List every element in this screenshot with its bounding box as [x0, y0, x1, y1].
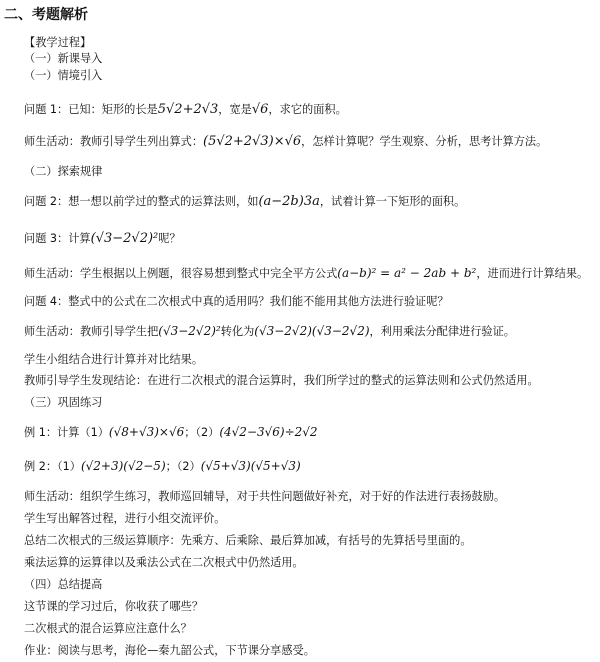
math-product-expression: (√3−2√2)(√3−2√2)	[254, 324, 370, 338]
teacher-student-activity-4: 师生活动：组织学生练习，教师巡回辅导，对于共性问题做好补充，对于好的作法进行表扬鼓励。	[24, 490, 506, 503]
example-1-mid: ；（2）	[184, 426, 220, 439]
homework-text: 作业：阅读与思考，海伦—秦九韶公式，下节课分享感受。	[24, 644, 315, 657]
part2-heading: （二）探索规律	[24, 165, 103, 178]
math-rect-width: √6	[251, 102, 269, 117]
question-1-text: 问题 1：已知：矩形的长是	[24, 103, 158, 116]
math-square-expression: (√3−2√2)²	[158, 324, 221, 338]
example-2-mid: ；（2）	[165, 460, 201, 473]
activity-1-text: 师生活动：教师引导学生列出算式：	[24, 135, 204, 148]
teacher-student-activity-2	[24, 265, 588, 282]
example-1	[24, 424, 318, 441]
activity-2-end: ，进而进行计算结果。	[476, 267, 589, 280]
question-4: 问题 4：整式中的公式在二次根式中真的适用吗？我们能不能用其他方法进行验证呢？	[24, 295, 449, 308]
write-solution-text: 学生写出解答过程，进行小组交流评价。	[24, 512, 226, 525]
activity-2-text: 师生活动：学生根据以上例题，很容易想到整式中完全平方公式	[24, 267, 338, 280]
question-3-text: 问题 3：计算	[24, 232, 91, 245]
math-square-expression: (√3−2√2)²	[90, 231, 159, 246]
math-square-formula: (a−b)² = a² − 2ab + b²	[337, 266, 477, 280]
math-example-2-part1: (√2+3)(√2−5)	[80, 459, 166, 473]
example-2-text: 例 2：（1）	[24, 460, 81, 473]
math-example-1-part1: (√8+√3)×√6	[108, 425, 185, 439]
question-2-end: ，试着计算一下矩形的面积。	[319, 195, 466, 208]
part3-heading: （三）巩固练习	[24, 396, 103, 409]
example-1-text: 例 1：计算（1）	[24, 426, 109, 439]
math-example-2-part2: (√5+√3)(√5+√3)	[200, 459, 301, 473]
multiplication-law-summary: 乘法运算的运算律以及乘法公式在二次根式中仍然适用。	[24, 556, 304, 569]
part4-heading: （四）总结提高	[24, 578, 103, 591]
section-title: 二、考题解析	[4, 7, 88, 23]
question-3	[24, 231, 181, 247]
operation-order-summary: 总结二次根式的三级运算顺序：先乘方、后乘除、最后算加减，有括号的先算括号里面的。	[24, 534, 472, 547]
process-header: 【教学过程】	[24, 36, 92, 49]
part1-1-heading: （一）情境引入	[24, 69, 103, 82]
question-3-end: 呢？	[158, 232, 181, 245]
activity-3-end: ，利用乘法分配律进行验证。	[369, 325, 515, 338]
question-2-text: 问题 2：想一想以前学过的整式的运算法则，如	[24, 195, 259, 208]
math-example-1-part2: (4√2−3√6)÷2√2	[219, 425, 318, 439]
activity-3-mid: 转化为	[220, 325, 255, 338]
math-rect-length: 5√2+2√3	[157, 102, 219, 117]
group-work-text: 学生小组结合进行计算并对比结果。	[24, 353, 204, 366]
question-1-mid: ，宽是	[218, 103, 252, 116]
question-2	[24, 194, 465, 210]
example-2	[24, 458, 301, 475]
question-1-end: ，求它的面积。	[268, 103, 347, 116]
part1-heading: （一）新课导入	[24, 52, 103, 65]
math-area-expression: (5√2+2√3)×√6	[203, 134, 302, 149]
teacher-student-activity-3	[24, 323, 515, 340]
teacher-student-activity-1	[24, 134, 547, 150]
question-1	[24, 102, 347, 118]
math-polynomial-example: (a−2b)3a	[258, 194, 320, 209]
activity-3-text: 师生活动：教师引导学生把	[24, 325, 159, 338]
reflection-question-1: 这节课的学习过后，你收获了哪些？	[24, 600, 204, 613]
conclusion-text: 教师引导学生发现结论：在进行二次根式的混合运算时，我们所学过的整式的运算法则和公式仍然适用。	[24, 374, 539, 387]
activity-1-end: ，怎样计算呢？学生观察、分析，思考计算方法。	[301, 135, 548, 148]
reflection-question-2: 二次根式的混合运算应注意什么？	[24, 622, 192, 635]
